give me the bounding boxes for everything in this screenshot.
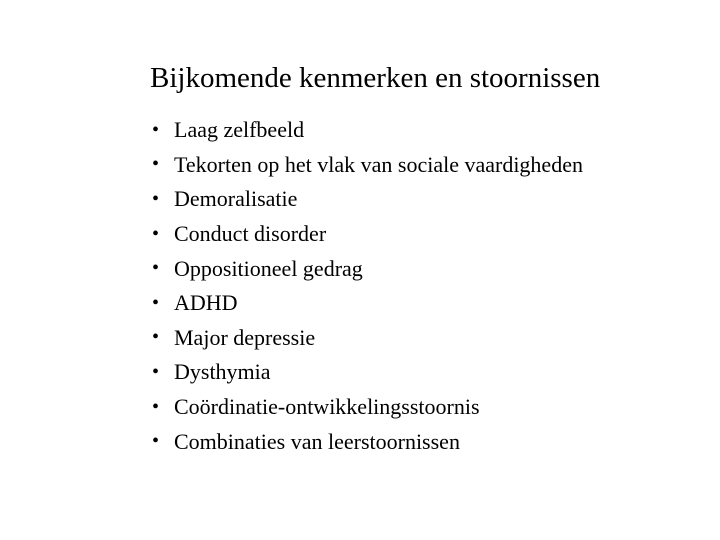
- list-item-text: Coördinatie-ontwikkelingsstoornis: [174, 394, 480, 420]
- bullet-icon: •: [152, 118, 160, 141]
- list-item-text: Conduct disorder: [174, 221, 327, 247]
- bullet-icon: •: [152, 257, 160, 280]
- bullet-icon: •: [152, 153, 160, 176]
- list-item-text: Oppositioneel gedrag: [174, 255, 363, 281]
- list-item: [152, 251, 583, 286]
- list-item-text: Laag zelfbeeld: [174, 117, 305, 143]
- bullet-icon: •: [152, 430, 160, 453]
- list-item-text: Major depressie: [174, 324, 316, 350]
- list-item-text: Combinaties van leerstoornissen: [174, 428, 460, 454]
- bullet-icon: •: [152, 222, 160, 245]
- bullet-list: [152, 113, 583, 459]
- bullet-icon: •: [152, 326, 160, 349]
- list-item-text: Dysthymia: [174, 359, 271, 385]
- bullet-icon: •: [152, 395, 160, 418]
- slide-title: Bijkomende kenmerken en stoornissen: [150, 62, 601, 94]
- list-item: [152, 182, 583, 217]
- bullet-icon: •: [152, 291, 160, 314]
- bullet-icon: •: [152, 360, 160, 383]
- list-item-text: Tekorten op het vlak van sociale vaardigheden: [174, 151, 583, 177]
- list-item: [152, 148, 583, 183]
- list-item: [152, 424, 583, 459]
- list-item: [152, 390, 583, 425]
- list-item: [152, 286, 583, 321]
- list-item: [152, 321, 583, 356]
- list-item: [152, 113, 583, 148]
- list-item: [152, 355, 583, 390]
- list-item-text: Demoralisatie: [174, 186, 298, 212]
- bullet-icon: •: [152, 187, 160, 210]
- list-item-text: ADHD: [174, 290, 238, 316]
- list-item: [152, 217, 583, 252]
